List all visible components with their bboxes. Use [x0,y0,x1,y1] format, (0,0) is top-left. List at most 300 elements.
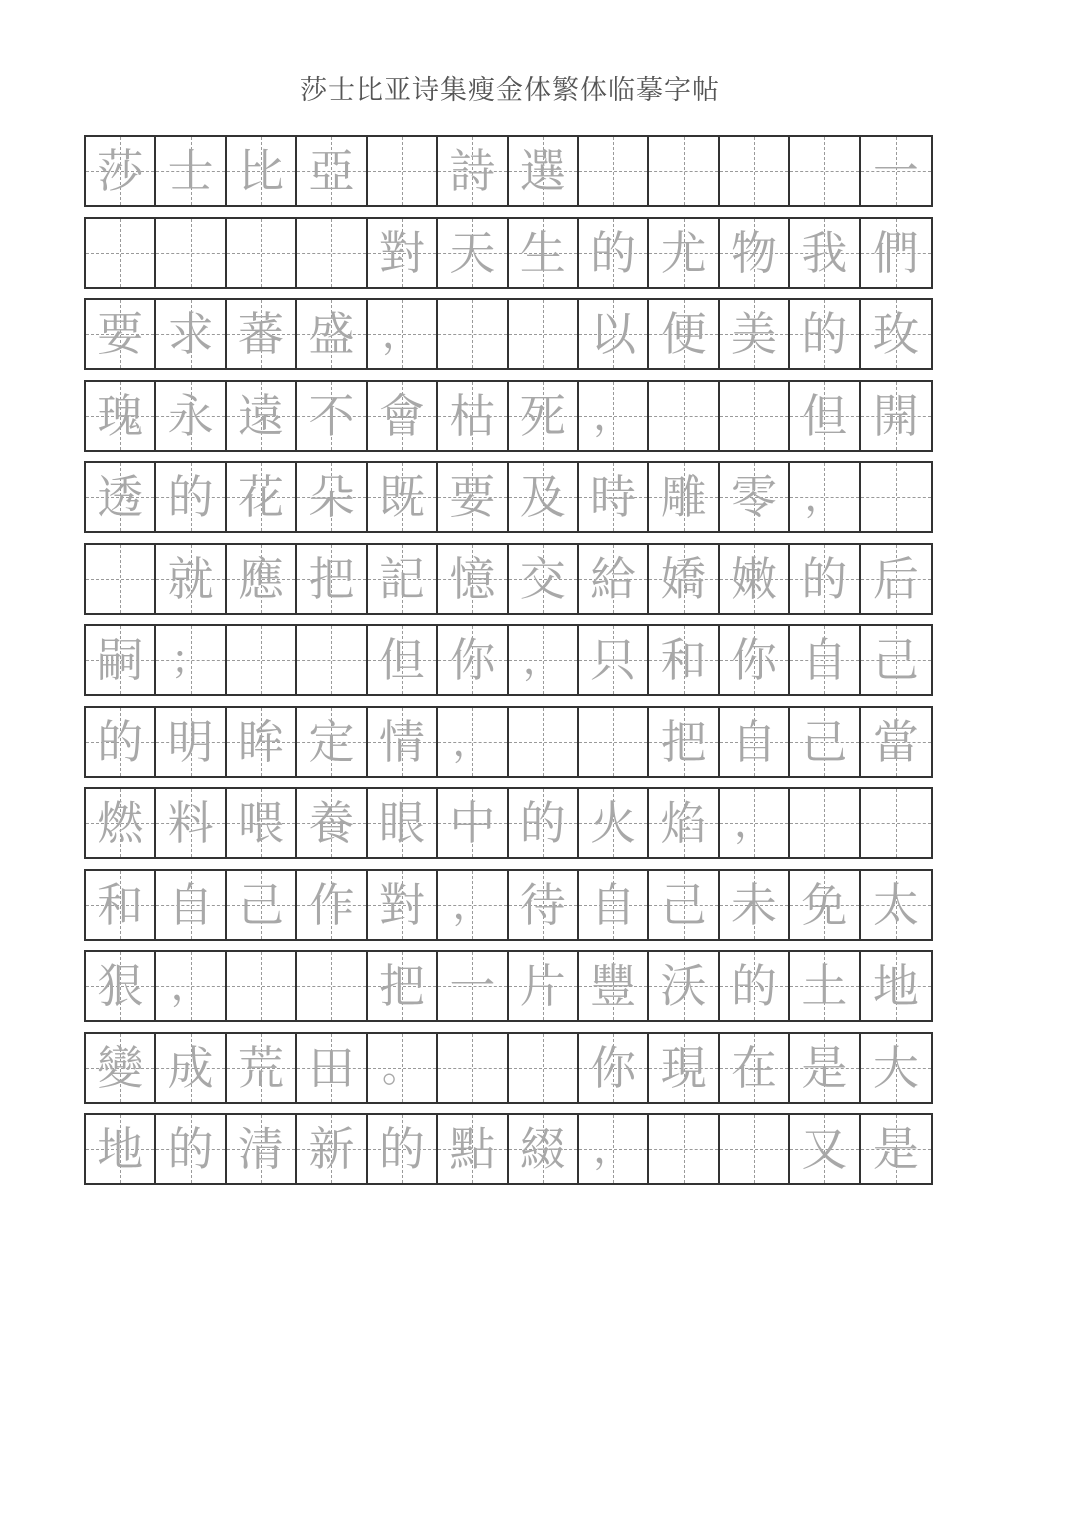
grid-cell [790,382,860,450]
grid-cell [579,219,649,287]
grid-cell [790,463,860,531]
grid-cell [720,137,790,205]
grid-cell [156,300,226,368]
tracing-character: 生 [519,225,566,280]
tracing-character: 給 [590,551,637,606]
grid-cell [720,1115,790,1183]
tracing-character: 交 [519,551,566,606]
tracing-character: ， [381,311,422,357]
tracing-character: 在 [731,1040,777,1095]
grid-cell [720,789,790,857]
grid-cell [368,1115,438,1183]
tracing-character: 作 [308,877,355,932]
tracing-character: 枯 [449,388,496,443]
page-title: 莎士比亚诗集瘦金体繁体临摹字帖 [300,75,720,106]
tracing-character: 死 [519,388,566,443]
grid-cell [649,626,719,694]
grid-cell [227,789,297,857]
grid-cell [720,952,790,1020]
grid-row [84,950,933,1022]
tracing-character: 是 [872,1122,919,1176]
tracing-character: ， [593,1126,634,1172]
tracing-character: 豐 [590,959,637,1013]
tracing-character: 開 [872,388,919,443]
tracing-character: 一 [872,144,919,198]
grid-cell [649,708,719,776]
tracing-character: ， [452,881,493,928]
grid-cell [861,463,931,531]
grid-cell [649,1034,719,1102]
grid-cell [156,463,226,531]
tracing-character: 你 [590,1040,637,1095]
tracing-character: 中 [449,796,496,850]
tracing-character: 和 [660,633,707,687]
tracing-character: 燃 [97,796,144,850]
tracing-character: 片 [519,959,566,1013]
grid-cell [579,708,649,776]
grid-cell [156,789,226,857]
grid-cell [297,137,367,205]
grid-cell [509,1115,579,1183]
grid-cell [509,952,579,1020]
tracing-character: 的 [731,959,777,1013]
tracing-character: 既 [378,470,425,524]
grid-cell [368,382,438,450]
tracing-character: 成 [167,1040,214,1095]
grid-cell [509,1034,579,1102]
grid-cell [438,545,508,613]
grid-cell [720,382,790,450]
grid-cell [227,545,297,613]
grid-cell [156,952,226,1020]
tracing-character: 己 [660,877,707,932]
grid-cell [579,1115,649,1183]
grid-cell [790,300,860,368]
tracing-character: 玫 [872,307,919,361]
tracing-character: 未 [731,877,777,932]
grid-cell [649,789,719,857]
tracing-character: 雕 [660,470,707,524]
grid-cell [861,789,931,857]
grid-cell [86,219,156,287]
grid-cell [861,1115,931,1183]
grid-cell [579,463,649,531]
tracing-character: 的 [801,551,848,606]
tracing-character: 自 [801,633,848,687]
tracing-character: 自 [731,714,777,769]
tracing-character: 的 [167,470,214,524]
grid-cell [227,626,297,694]
grid-cell [156,219,226,287]
grid-cell [227,137,297,205]
grid-cell [790,789,860,857]
grid-cell [790,708,860,776]
tracing-character: 沃 [660,959,707,1013]
grid-row [84,217,933,289]
tracing-character: 應 [238,551,285,606]
tracing-character: 尤 [660,225,707,280]
tracing-character: ， [734,800,774,846]
grid-cell [438,1034,508,1102]
grid-cell [156,382,226,450]
grid-cell [227,382,297,450]
grid-cell [790,219,860,287]
tracing-character: 清 [238,1122,285,1176]
grid-cell [861,952,931,1020]
grid-cell [297,463,367,531]
practice-grid [84,135,933,1195]
grid-cell [156,626,226,694]
grid-cell [720,219,790,287]
tracing-character: 求 [167,307,214,361]
grid-cell [438,626,508,694]
grid-cell [438,463,508,531]
grid-cell [227,300,297,368]
grid-cell [368,300,438,368]
grid-cell [509,463,579,531]
tracing-character: 們 [872,225,919,280]
tracing-character: 要 [97,307,144,361]
tracing-character: 嫩 [731,551,777,606]
tracing-character: 料 [167,796,214,850]
tracing-character: 免 [801,877,848,932]
grid-cell [790,137,860,205]
grid-cell [861,382,931,450]
tracing-character: 現 [660,1040,707,1095]
tracing-character: 物 [731,225,777,280]
tracing-character: 當 [872,714,919,769]
grid-row [84,706,933,778]
grid-cell [790,1115,860,1183]
grid-cell [438,219,508,287]
tracing-character: 田 [308,1040,355,1095]
grid-row [84,543,933,615]
grid-cell [579,382,649,450]
tracing-character: 只 [590,633,637,687]
grid-cell [790,952,860,1020]
tracing-character: 己 [872,633,919,687]
grid-cell [368,626,438,694]
grid-cell [156,871,226,939]
tracing-character: 把 [660,714,707,769]
grid-cell [297,952,367,1020]
grid-cell [861,708,931,776]
grid-cell [368,952,438,1020]
grid-cell [156,137,226,205]
grid-cell [297,1034,367,1102]
grid-row [84,869,933,941]
tracing-character: 對 [378,225,425,280]
grid-cell [438,871,508,939]
grid-cell [649,382,719,450]
tracing-character: 眼 [378,796,425,850]
grid-cell [649,219,719,287]
grid-cell [579,952,649,1020]
tracing-character: 火 [590,796,637,850]
grid-cell [861,137,931,205]
grid-cell [649,463,719,531]
grid-cell [579,1034,649,1102]
grid-cell [86,789,156,857]
grid-cell [649,300,719,368]
tracing-character: ， [522,637,563,683]
tracing-character: 透 [97,470,144,524]
tracing-character: 的 [801,307,848,361]
grid-cell [86,1034,156,1102]
tracing-character: 地 [97,1122,144,1176]
grid-cell [438,1115,508,1183]
grid-cell [297,871,367,939]
grid-cell [579,545,649,613]
tracing-character: ， [804,474,845,520]
grid-cell [438,952,508,1020]
tracing-character: 美 [731,307,777,361]
grid-cell [790,871,860,939]
grid-cell [438,300,508,368]
grid-cell [861,545,931,613]
grid-cell [156,1034,226,1102]
grid-cell [227,952,297,1020]
grid-cell [861,1034,931,1102]
grid-cell [297,708,367,776]
grid-cell [156,708,226,776]
grid-row [84,787,933,859]
tracing-character: 對 [378,877,425,932]
tracing-character: 一 [449,959,496,1013]
grid-cell [861,626,931,694]
grid-cell [790,545,860,613]
tracing-character: 自 [590,877,637,932]
tracing-character: 土 [801,959,848,1013]
grid-cell [297,626,367,694]
tracing-character: ， [170,963,211,1009]
tracing-character: ， [452,718,493,765]
tracing-character: 養 [308,796,355,850]
grid-cell [720,708,790,776]
grid-cell [368,871,438,939]
tracing-character: 及 [519,470,566,524]
grid-cell [86,463,156,531]
grid-cell [86,626,156,694]
tracing-character: 朵 [308,470,355,524]
grid-cell [156,1115,226,1183]
grid-cell [368,463,438,531]
grid-cell [720,871,790,939]
grid-cell [509,219,579,287]
grid-cell [509,137,579,205]
grid-cell [156,545,226,613]
tracing-character: 的 [590,225,637,280]
grid-cell [438,708,508,776]
tracing-character: 把 [378,959,425,1013]
tracing-character: 明 [167,714,214,769]
grid-cell [649,871,719,939]
tracing-character: 的 [97,714,144,769]
tracing-character: 亞 [308,144,355,198]
tracing-character: 我 [801,225,848,280]
tracing-character: 以 [590,307,637,361]
grid-cell [227,1115,297,1183]
grid-cell [579,137,649,205]
tracing-character: 太 [872,877,919,932]
grid-cell [297,382,367,450]
tracing-character: 變 [97,1040,144,1095]
grid-cell [227,463,297,531]
grid-cell [438,137,508,205]
tracing-character: 地 [872,959,919,1013]
grid-cell [509,871,579,939]
grid-row [84,1113,933,1185]
grid-cell [720,626,790,694]
grid-cell [649,545,719,613]
grid-row [84,1032,933,1104]
tracing-character: 己 [238,877,285,932]
grid-cell [86,137,156,205]
tracing-character: 會 [378,388,425,443]
tracing-character: 就 [167,551,214,606]
grid-cell [861,219,931,287]
tracing-character: 焰 [660,796,707,850]
grid-cell [579,789,649,857]
tracing-character: 的 [519,796,566,850]
grid-cell [86,952,156,1020]
grid-cell [720,545,790,613]
tracing-character: 但 [378,633,425,687]
tracing-character: 時 [590,470,637,524]
tracing-character: 你 [731,633,777,687]
tracing-character: 嗣 [97,633,144,687]
grid-cell [86,300,156,368]
tracing-character: 的 [378,1122,425,1176]
tracing-character: 情 [378,714,425,769]
tracing-character: 瑰 [97,388,144,443]
grid-cell [227,1034,297,1102]
grid-cell [861,300,931,368]
grid-cell [509,545,579,613]
tracing-character: 狠 [97,959,144,1013]
grid-cell [368,789,438,857]
grid-cell [86,871,156,939]
tracing-character: 蕃 [238,307,285,361]
grid-cell [227,708,297,776]
grid-cell [438,382,508,450]
grid-cell [509,708,579,776]
grid-row [84,135,933,207]
grid-cell [297,789,367,857]
grid-row [84,380,933,452]
grid-cell [86,545,156,613]
tracing-character: 點 [449,1122,496,1176]
tracing-character: 士 [167,144,214,198]
tracing-character: 待 [519,877,566,932]
tracing-character: 荒 [238,1040,285,1095]
grid-cell [368,219,438,287]
tracing-character: 把 [308,551,355,606]
grid-cell [368,545,438,613]
tracing-character: 盛 [308,307,355,361]
grid-cell [368,708,438,776]
tracing-character: 不 [308,388,355,443]
tracing-character: 詩 [449,144,496,198]
grid-cell [720,463,790,531]
tracing-character: 。 [381,1044,422,1091]
grid-cell [579,300,649,368]
grid-row [84,624,933,696]
grid-cell [297,1115,367,1183]
grid-cell [368,1034,438,1102]
tracing-character: 遠 [238,388,285,443]
grid-cell [297,300,367,368]
tracing-character: 綴 [519,1122,566,1176]
grid-cell [509,300,579,368]
tracing-character: 新 [308,1122,355,1176]
grid-row [84,461,933,533]
grid-cell [297,545,367,613]
grid-cell [227,219,297,287]
tracing-character: 己 [801,714,848,769]
tracing-character: 眸 [238,714,285,769]
grid-cell [438,789,508,857]
grid-row [84,298,933,370]
tracing-character: 喂 [238,796,285,850]
grid-cell [509,789,579,857]
tracing-character: 比 [238,144,285,198]
tracing-character: 的 [167,1122,214,1176]
tracing-character: 選 [519,144,566,198]
tracing-character: 自 [167,877,214,932]
tracing-character: 你 [449,633,496,687]
tracing-character: 嬌 [660,551,707,606]
grid-cell [509,626,579,694]
grid-cell [790,626,860,694]
tracing-character: 花 [238,470,285,524]
grid-cell [509,382,579,450]
tracing-character: 是 [801,1040,848,1095]
grid-cell [649,1115,719,1183]
tracing-character: 要 [449,470,496,524]
tracing-character: 憶 [449,551,496,606]
tracing-character: 天 [449,225,496,280]
grid-cell [649,952,719,1020]
tracing-character: 零 [731,470,777,524]
grid-cell [720,1034,790,1102]
grid-cell [368,137,438,205]
tracing-character: 定 [308,714,355,769]
grid-cell [861,871,931,939]
tracing-character: ， [593,392,634,439]
grid-cell [579,871,649,939]
grid-cell [86,382,156,450]
tracing-character: ； [170,637,211,683]
tracing-character: 莎 [97,144,144,198]
tracing-character: 永 [167,388,214,443]
tracing-character: 后 [872,551,919,606]
tracing-character: 但 [801,388,848,443]
tracing-character: 和 [97,877,144,932]
tracing-character: 便 [660,307,707,361]
grid-cell [579,626,649,694]
grid-cell [86,708,156,776]
grid-cell [227,871,297,939]
tracing-character: 又 [801,1122,848,1176]
grid-cell [649,137,719,205]
grid-cell [86,1115,156,1183]
tracing-character: 大 [872,1040,919,1095]
grid-cell [790,1034,860,1102]
grid-cell [297,219,367,287]
tracing-character: 記 [378,551,425,606]
grid-cell [720,300,790,368]
